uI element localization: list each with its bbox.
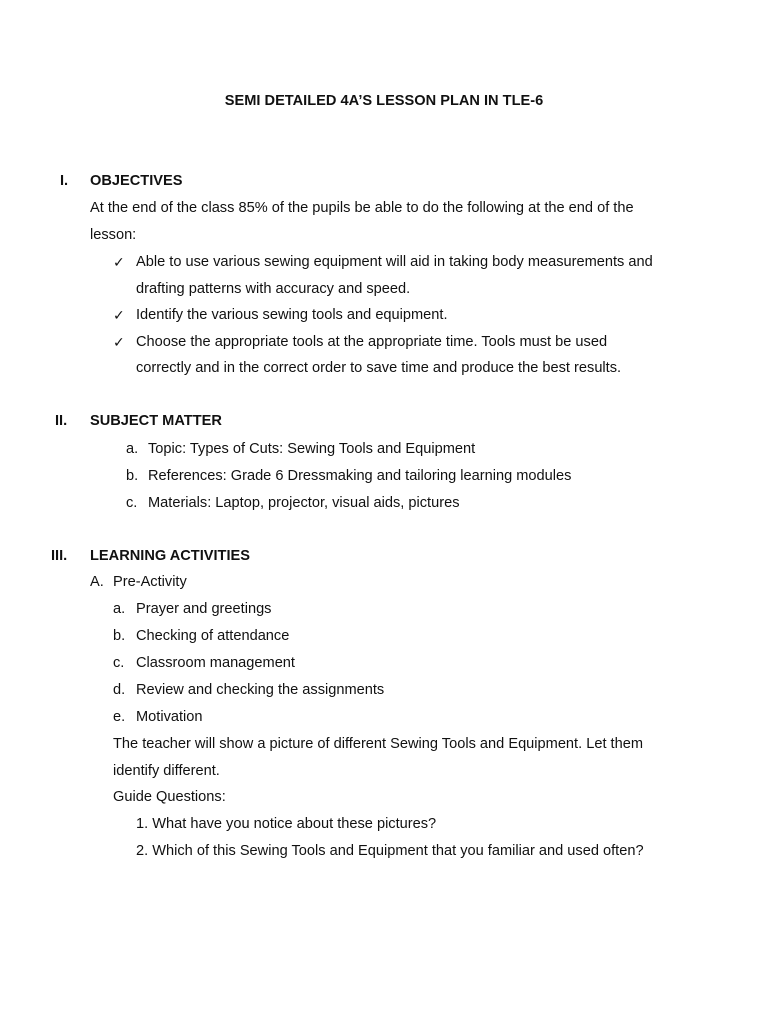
objective-item-3-line1: Choose the appropriate tools at the appropriate time. Tools must be used [136,334,608,350]
sub-section-pre-activity: Pre-Activity [113,574,187,590]
subject-item-materials: Materials: Laptop, projector, visual aids, pictures [148,495,460,511]
checkmark-icon: ✓ [113,334,125,350]
guide-questions-label: Guide Questions: [113,789,226,805]
guide-question-1: 1. What have you notice about these pictures? [136,816,437,832]
subject-item-topic: Topic: Types of Cuts: Sewing Tools and Equipment [148,441,476,457]
guide-question-2: 2. Which of this Sewing Tools and Equipment that you familiar and used often? [136,843,644,859]
activity-item-marker: c. [113,655,125,671]
objective-item-1-line2: drafting patterns with accuracy and speed. [136,281,411,297]
section-numeral-objectives: I. [60,173,69,189]
objective-item-1-line1: Able to use various sewing equipment will aid in taking body measurements and [136,254,653,270]
subject-item-references: References: Grade 6 Dressmaking and tailoring learning modules [148,468,572,484]
activity-item-marker: d. [113,682,126,698]
motivation-text-line1: The teacher will show a picture of different Sewing Tools and Equipment. Let them [113,736,643,752]
activity-item-review: Review and checking the assignments [136,682,385,698]
sub-section-marker: A. [90,574,104,590]
subject-item-marker: a. [126,441,139,457]
checkmark-icon: ✓ [113,254,125,270]
section-numeral-learning-activities: III. [51,548,68,564]
objective-item-2-line1: Identify the various sewing tools and equipment. [136,307,448,323]
document-title: SEMI DETAILED 4A’S LESSON PLAN IN TLE-6 [224,93,544,109]
subject-item-marker: b. [126,468,139,484]
objectives-intro-line1: At the end of the class 85% of the pupils be able to do the following at the end of the [90,200,634,216]
objective-item-3-line2: correctly and in the correct order to save time and produce the best results. [136,360,622,376]
section-heading-subject-matter: SUBJECT MATTER [90,413,222,429]
activity-item-marker: e. [113,709,126,725]
section-heading-objectives: OBJECTIVES [90,173,183,189]
section-numeral-subject-matter: II. [55,413,68,429]
activity-item-marker: a. [113,601,126,617]
objectives-intro-line2: lesson: [90,227,137,243]
section-heading-learning-activities: LEARNING ACTIVITIES [90,548,250,564]
motivation-text-line2: identify different. [113,763,220,779]
activity-item-marker: b. [113,628,126,644]
activity-item-attendance: Checking of attendance [136,628,290,644]
activity-item-classroom: Classroom management [136,655,295,671]
activity-item-motivation: Motivation [136,709,203,725]
checkmark-icon: ✓ [113,307,125,323]
subject-item-marker: c. [126,495,138,511]
activity-item-prayer: Prayer and greetings [136,601,272,617]
